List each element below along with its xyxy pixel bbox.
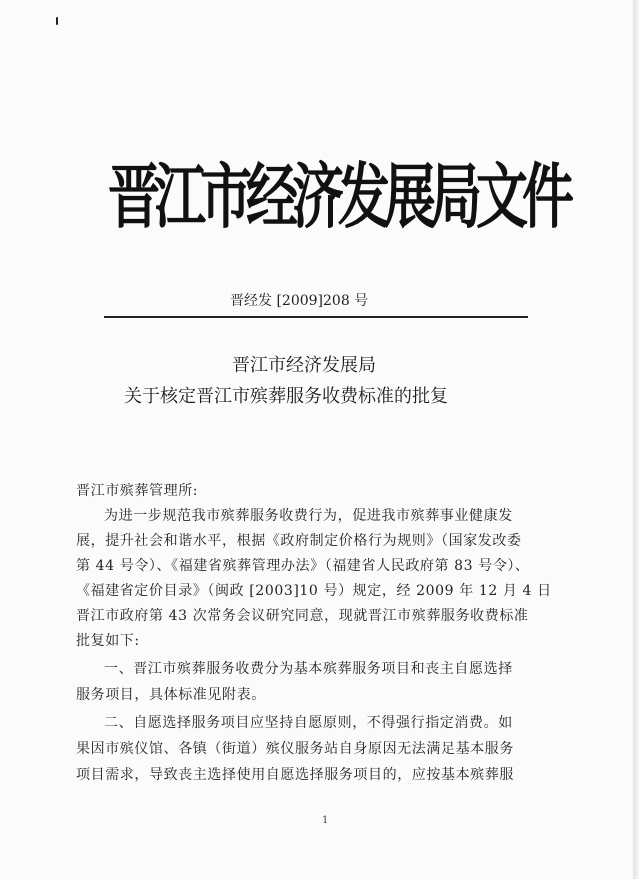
body-line-5: 晋江市政府第 43 次常务会议研究同意，现就晋江市殡葬服务收费标准 [76, 608, 529, 624]
body-line-9: 二、自愿选择服务项目应坚持自愿原则，不得强行指定消费。如 [104, 715, 513, 731]
body-line-3: 第 44 号令）、《福建省殡葬管理办法》（福建省人民政府第 83 号令）、 [76, 558, 530, 574]
scan-speck [56, 17, 58, 25]
body-line-6: 批复如下: [76, 633, 140, 649]
body-line-8: 服务项目，具体标准见附表。 [76, 687, 266, 703]
body-line-2: 展，提升社会和谐水平，根据《政府制定价格行为规则》（国家发改委 [76, 533, 522, 549]
subject-line-2: 关于核定晋江市殡葬服务收费标准的批复 [124, 386, 448, 407]
scan-edge-shadow [633, 0, 639, 879]
page-number: 1 [322, 815, 329, 826]
body-line-7: 一、晋江市殡葬服务收费分为基本殡葬服务项目和丧主自愿选择 [104, 661, 513, 677]
addressee: 晋江市殡葬管理所: [76, 483, 199, 499]
document-number: 晋经发 [2009]208 号 [230, 293, 369, 309]
body-line-11: 项目需求，导致丧主选择使用自愿选择服务项目的，应按基本殡葬服 [76, 767, 514, 783]
body-line-1: 为进一步规范我市殡葬服务收费行为，促进我市殡葬事业健康发 [104, 508, 513, 524]
subject-line-1: 晋江市经济发展局 [232, 355, 376, 376]
header-divider [104, 316, 528, 318]
document-header-title: 晋江市经济发展局文件 [108, 156, 569, 239]
body-line-4: 《福建省定价目录》（闽政 [2003]10 号）规定，经 2009 年 12 月 4 日 [76, 583, 552, 599]
body-line-10: 果因市殡仪馆、各镇（街道）殡仪服务站自身原因无法满足基本服务 [76, 741, 514, 757]
